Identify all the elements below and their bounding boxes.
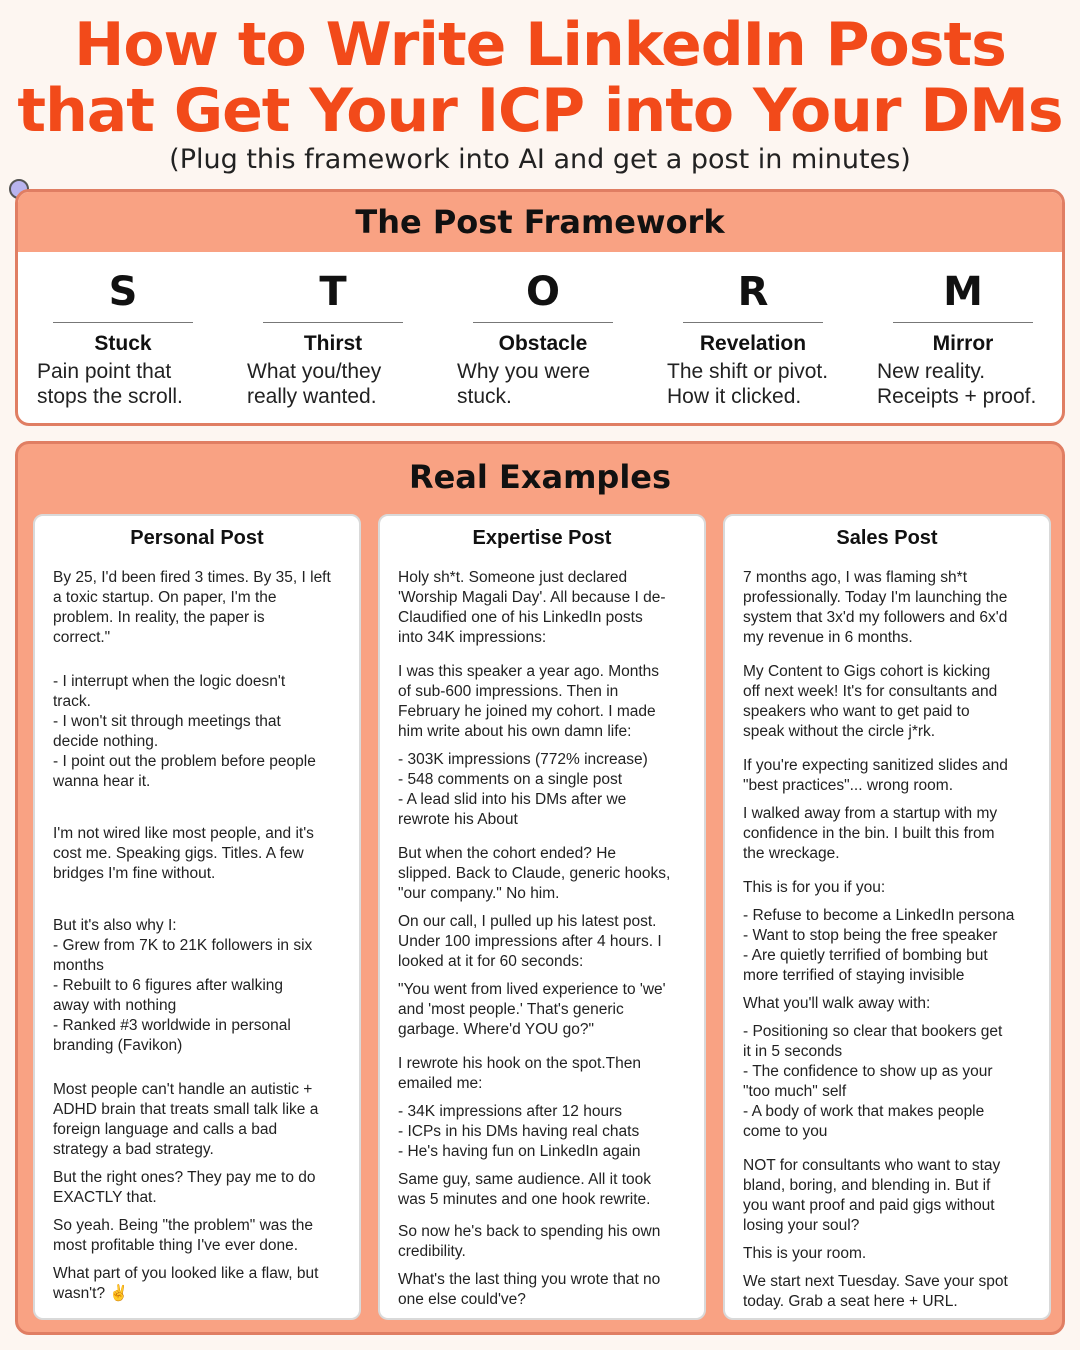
framework-letter: M [893, 268, 1033, 323]
framework-letter: T [263, 268, 403, 323]
card-paragraph: Same guy, same audience. All it took was 5 minutes and one hook rewrite. [398, 1171, 652, 1208]
card-paragraph: We start next Tuesday. Save your spot today. Grab a seat here + URL. [743, 1273, 1008, 1310]
card-body [53, 568, 347, 1312]
framework-letter: S [53, 268, 193, 323]
framework-letter: R [683, 268, 823, 323]
card-paragraph: But when the cohort ended? He slipped. Back to Claude, generic hooks, "our company." No him. [398, 845, 671, 902]
sales-post-card [723, 514, 1051, 1320]
card-paragraph: 7 months ago, I was flaming sh*t professionally. Today I'm launching the system that 3x'd my followers and 6x'd my revenue in 6 months. [743, 569, 1008, 646]
page-title-line-1: How to Write LinkedIn Posts [74, 10, 1006, 80]
framework-word: Stuck [94, 332, 152, 355]
personal-post-card [33, 514, 361, 1320]
card-paragraph: So now he's back to spending his own credibility. [398, 1223, 661, 1260]
card-paragraph: My Content to Gigs cohort is kicking off next week! It's for consultants and speakers who want to get paid to speak without the circle j*rk. [743, 663, 998, 740]
card-title: Sales Post [836, 527, 938, 549]
card-paragraph: Most people can't handle an autistic + ADHD brain that treats small talk like a foreign language and calls a bad strategy a bad strategy. [53, 1081, 319, 1158]
card-paragraph: This is for you if you: [743, 879, 886, 896]
card-paragraph: - 303K impressions (772% increase) - 548 comments on a single post - A lead slid into his DMs after we rewrote his About [398, 751, 648, 828]
framework-item-obstacle [457, 252, 673, 409]
card-paragraph: This is your room. [743, 1245, 867, 1262]
card-paragraph: - Refuse to become a LinkedIn persona - Want to stop being the free speaker - Are quietly terrified of bombing but more terrified of staying invisible [743, 907, 1015, 984]
card-paragraph: I'm not wired like most people, and it's cost me. Speaking gigs. Titles. A few bridges I'm fine without. [53, 825, 314, 882]
framework-word: Obstacle [498, 332, 588, 355]
card-paragraph: I was this speaker a year ago. Months of sub-600 impressions. Then in February he joined my cohort. I made him write about his own damn life: [398, 663, 660, 740]
framework-letter: O [473, 268, 613, 323]
card-paragraph: - I interrupt when the logic doesn't track. - I won't sit through meetings that decide nothing. - I point out the problem before people wanna hear it. [53, 673, 316, 790]
card-paragraph: What's the last thing you wrote that no one else could've? [398, 1271, 661, 1308]
card-paragraph: But the right ones? They pay me to do EXACTLY that. [53, 1169, 316, 1206]
framework-item-revelation [667, 252, 883, 409]
card-paragraph: NOT for consultants who want to stay bland, boring, and blending in. But if you want proof and paid gigs without losing your soul? [743, 1157, 1001, 1234]
framework-item-stuck [37, 252, 253, 409]
card-paragraph: So yeah. Being "the problem" was the most profitable thing I've ever done. [53, 1217, 314, 1254]
framework-desc: Pain point that stops the scroll. [37, 360, 183, 408]
card-paragraph: Holy sh*t. Someone just declared 'Worship Magali Day'. All because I de- Claudified one of his LinkedIn posts into 34K impressions: [398, 569, 666, 646]
framework-desc: What you/they really wanted. [247, 360, 382, 408]
card-paragraph: What part of you looked like a flaw, but wasn't? ✌️ [53, 1265, 319, 1302]
card-body [743, 568, 1037, 1312]
card-body [398, 568, 692, 1312]
real-examples-panel [15, 441, 1065, 1335]
card-title: Expertise Post [472, 527, 612, 549]
card-paragraph: What you'll walk away with: [743, 995, 931, 1012]
card-paragraph: "You went from lived experience to 'we' and 'most people.' That's generic garbage. Where'd YOU go?" [398, 981, 666, 1038]
card-paragraph: - Positioning so clear that bookers get it in 5 seconds - The confidence to show up as your "too much" self - A body of work that makes people come to you [743, 1023, 1003, 1140]
expertise-post-card [378, 514, 706, 1320]
card-paragraph: By 25, I'd been fired 3 times. By 35, I left a toxic startup. On paper, I'm the problem. In reality, the paper is correct." [53, 569, 331, 646]
card-paragraph: I rewrote his hook on the spot.Then emailed me: [398, 1055, 641, 1092]
framework-desc: The shift or pivot. How it clicked. [667, 360, 829, 408]
card-paragraph: - 34K impressions after 12 hours - ICPs in his DMs having real chats - He's having fun on LinkedIn again [398, 1103, 641, 1160]
framework-columns [18, 252, 1062, 426]
page-title-line-2: that Get Your ICP into Your DMs [17, 76, 1063, 146]
framework-heading: The Post Framework [18, 192, 1062, 252]
framework-item-mirror [877, 252, 1065, 409]
card-title: Personal Post [130, 527, 264, 549]
page-subtitle: (Plug this framework into AI and get a post in minutes) [169, 144, 911, 175]
framework-desc: New reality. Receipts + proof. [877, 360, 1037, 408]
framework-word: Thirst [303, 332, 363, 355]
framework-word: Mirror [932, 332, 994, 355]
framework-item-thirst [247, 252, 463, 409]
post-framework-panel [15, 189, 1065, 426]
card-paragraph: I walked away from a startup with my confidence in the bin. I built this from the wreckage. [743, 805, 998, 862]
card-paragraph: But it's also why I: - Grew from 7K to 21K followers in six months - Rebuilt to 6 figures after walking away with nothing - Ranked #3 worldwide in personal branding (Favikon) [53, 917, 313, 1054]
examples-heading: Real Examples [408, 458, 672, 496]
card-paragraph: On our call, I pulled up his latest post. Under 100 impressions after 4 hours. I looked at it for 60 seconds: [398, 913, 662, 970]
framework-word: Revelation [699, 332, 807, 355]
framework-desc: Why you were stuck. [457, 360, 591, 408]
card-paragraph: If you're expecting sanitized slides and "best practices"... wrong room. [743, 757, 1008, 794]
